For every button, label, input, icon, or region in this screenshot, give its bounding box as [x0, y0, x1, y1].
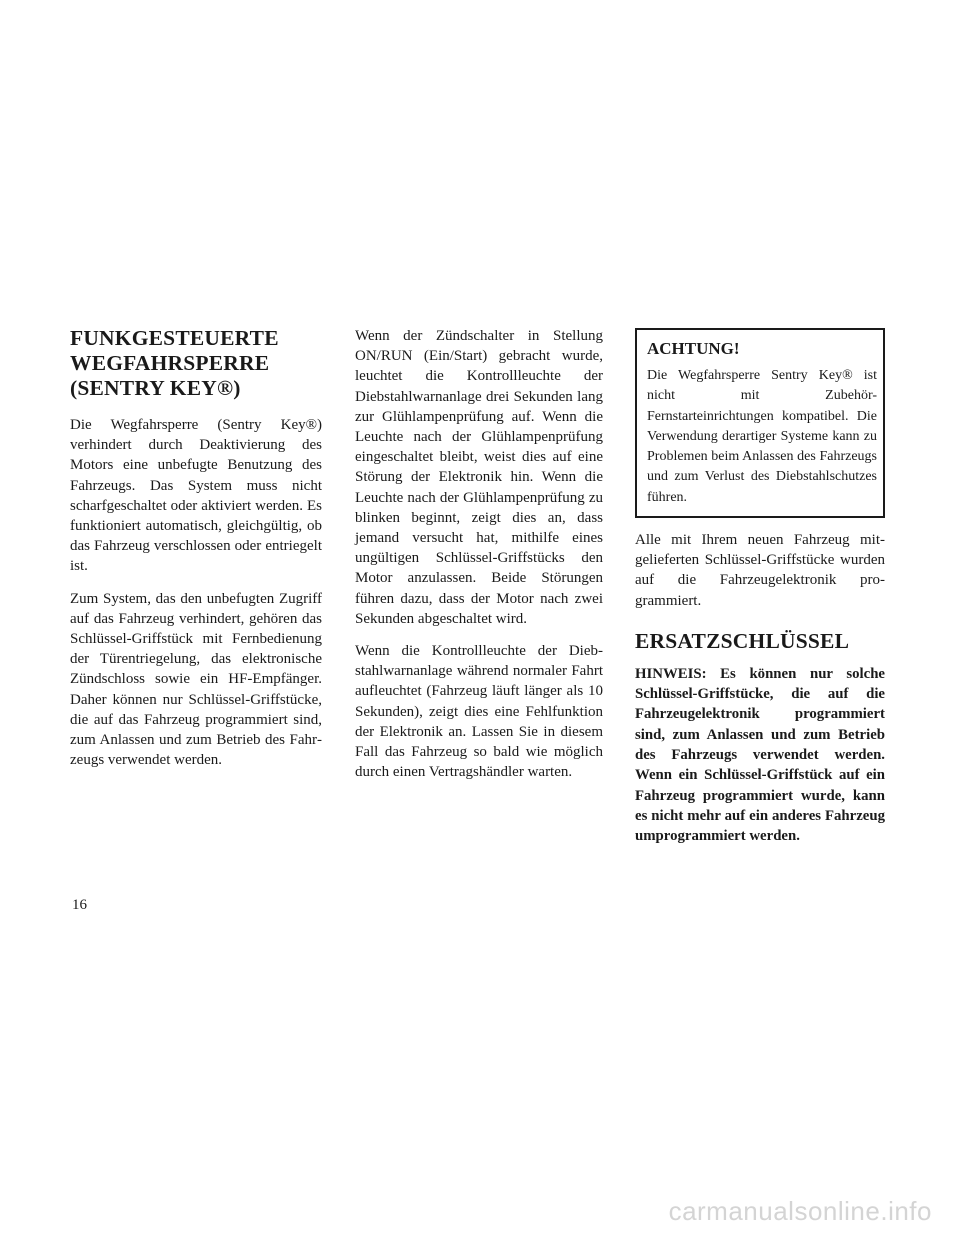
- paragraph-system-components: Zum System, das den unbefugten Zugriff auf das Fahrzeug verhindert, gehören das Schlüssel-Griffstück mit Fernbedienung der Türentriegelung, das elektronische Zündschloss sowie ein HF-Empfänger. Daher können nur Schlüssel-Griffstücke, die auf das Fahrzeug programmiert sind, zum Anlassen und zum Betrieb des Fahrzeugs verwendet werden.: [70, 590, 322, 769]
- watermark-logo: carmanualsonline.info: [668, 1196, 932, 1226]
- column-right: [635, 326, 885, 859]
- column-left: [70, 326, 322, 782]
- paragraph-immobilizer-intro: Die Wegfahrsperre (Sentry Key®) verhindert durch Deaktivierung des Motors eine unbefugte Benutzung des Fahrzeugs. Das System muss nicht scharfgeschaltet oder aktiviert werden. Es funktioniert automatisch, gleichgültig, ob das Fahrzeug verschlossen oder entriegelt ist.: [70, 417, 322, 575]
- column-middle: [355, 326, 603, 794]
- paragraph-warning-light-check: Wenn der Zündschalter in Stellung ON/RUN (Ein/Start) gebracht wurde, leuchtet die Kontrollleuchte der Diebstahlwarnanlage drei Sekunden lang zur Glühlampenprüfung auf. Wenn die Leuchte nach der Glühlampenprüfung eingeschaltet bleibt, weist dies auf eine Störung der Elektronik hin. Wenn die Leuchte nach der Glühlampenprüfung zu blinken beginnt, zeigt dies an, dass jemand versucht hat, mithilfe eines ungültigen Schlüssel-Griffstücks den Motor anzulassen. Beide Störungen führen dazu, dass der Motor nach zwei Sekunden abgeschaltet wird.: [355, 328, 603, 627]
- warning-title: ACHTUNG!: [647, 339, 740, 358]
- paragraph-programmed-keys: Alle mit Ihrem neuen Fahrzeug mitgelieferten Schlüssel-Griffstücke wurden auf die Fahrzeugelektronik programmiert.: [635, 532, 885, 609]
- note-paragraph: HINWEIS: Es können nur solche Schlüssel-Griffstücke, die auf die Fahrzeugelektronik programmiert sind, zum Anlassen und zum Betrieb des Fahrzeugs verwendet werden. Wenn ein Schlüssel-Griffstück auf ein Fahrzeug programmiert wurde, kann es nicht mehr auf ein anderes Fahrzeug umprogrammiert werden.: [635, 665, 885, 845]
- warning-box: [635, 328, 885, 518]
- warning-text: Die Wegfahrsperre Sentry Key® ist nicht mit Zubehör-Fernstarteinrichtungen kompatibel. Die Verwendung derartiger Systeme kann zu Problemen beim Anlassen des Fahrzeugs und zum Verlust des Diebstahlschutzes führen.: [647, 368, 877, 505]
- paragraph-warning-light-driving: Wenn die Kontrollleuchte der Diebstahlwarnanlage während normaler Fahrt aufleuchtet (Fahrzeug läuft länger als 10 Sekunden), zeigt dies eine Fehlfunktion der Elektronik an. Lassen Sie in diesem Fall das Fahrzeug so bald wie möglich durch einen Vertragshändler warten.: [355, 643, 603, 781]
- section-heading-sentry-key: FUNKGESTEUERTE WEGFAHRSPERRE (SENTRY KEY®): [70, 326, 279, 400]
- section-heading-replacement-keys: ERSATZSCHLÜSSEL: [635, 628, 850, 653]
- page-number: 16: [72, 897, 87, 913]
